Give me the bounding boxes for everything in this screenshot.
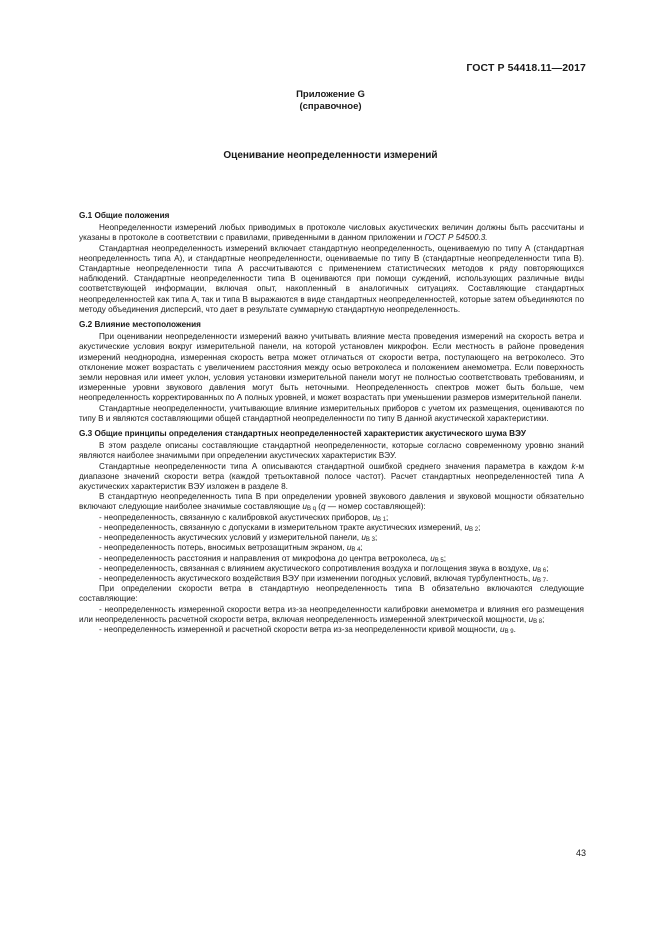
section-heading: G.2 Влияние местоположения: [79, 320, 201, 330]
annex-label: Приложение G: [296, 89, 365, 100]
standard-reference: ГОСТ Р 54500.3.: [424, 233, 488, 243]
page-number: 43: [575, 848, 586, 858]
list-item: - неопределенность измеренной и расчетной скорости ветра из-за неопределенности кривой мощности, $u_{B 9}$.: [79, 625, 584, 635]
paragraph: Стандартные неопределенности типа А описываются стандартной ошибкой среднего значения параметра в каждом k-м диапазоне значений скорости ветра (каждой третьоктавной полосе частот). Расчет стандартных неопределенностей типа А акустических характеристик ВЭУ изложен в разделе 8.: [79, 461, 584, 492]
list-item: - неопределенность расстояния и направления от микрофона до центра ветроколеса, $u_{B 5}$;: [79, 554, 584, 564]
paragraph: При оценивании неопределенности измерений важно учитывать влияние места проведения измерений на скорость ветра и акустические условия вокруг измерительной панели, на которой установлен микрофон. Если местность в районе проведения измерений неоднородна, измеренная скорость ветра может отличаться от скорости ветра, поступающего на ветроколесо. Это отклонение может возрастать с увеличением расстояния между осью ветроколеса и положением анемометра. Если поверхность земли неровная или имеет уклон, условия установки измерительной панели могут не полностью соответствовать требованиям, и измеренные уровни звукового давления могут быть неточными. Неопределенность спектров может быть больше, чем неопределенность корректированных по А полных уровней, и может возрастать при уменьшении размеров измерительной панели.: [79, 332, 584, 403]
list-item: - неопределенность, связанную с допусками в измерительном тракте акустических измерений, $u_{B 2}$;: [79, 523, 584, 533]
list-item: - неопределенность, связанную с калибровкой акустических приборов, $u_{B 1}$;: [79, 513, 584, 523]
annex-title: Оценивание неопределенности измерений: [223, 150, 438, 161]
list-item: - неопределенность акустического воздействия ВЭУ при изменении погодных условий, включая турбулентность, $u_{B 7}$.: [79, 574, 584, 584]
list-type-b-wind: [79, 605, 584, 636]
paragraph: При определении скорости ветра в стандартную неопределенность типа В обязательно включаются следующие составляющие:: [79, 584, 584, 604]
annex-header: [0, 89, 661, 113]
paragraph: В стандартную неопределенность типа В при определении уровней звукового давления и звуковой мощности обязательно включают следующие наиболее значимые составляющие $u_{B q}$ (q — номер составляющей):: [79, 492, 584, 513]
annex-type: (справочное): [299, 101, 362, 112]
document-body: [79, 211, 584, 635]
section-heading: G.3 Общие принципы определения стандартных неопределенностей характеристик акустического шума ВЭУ: [79, 429, 527, 439]
document-code: ГОСТ Р 54418.11—2017: [466, 62, 586, 74]
paragraph: В этом разделе описаны составляющие стандартной неопределенности, которые согласно современному уровню знаний являются наиболее значимыми при определении акустических характеристик ВЭУ.: [79, 441, 584, 461]
list-type-b-acoustic: [79, 513, 584, 584]
section-heading: G.1 Общие положения: [79, 211, 170, 220]
paragraph: Неопределенности измерений любых приводимых в протоколе числовых акустических величин должны быть рассчитаны и указаны в протоколе в соответствии с правилами, приведенными в данном приложении и ГОСТ Р 54500.3.: [79, 223, 584, 243]
paragraph: Стандартные неопределенности, учитывающие влияние измерительных приборов с учетом их размещения, оцениваются по типу В и являются составляющими общей стандартной неопределенности по типу В данной акустической характеристики.: [79, 403, 584, 423]
list-item: - неопределенность, связанная с влиянием акустического сопротивления воздуха и поглощения звука в воздухе, $u_{B 6}$;: [79, 564, 584, 574]
list-item: - неопределенность акустических условий у измерительной панели, $u_{B 3}$;: [79, 533, 584, 543]
paragraph: Стандартная неопределенность измерений включает стандартную неопределенность, оцениваемую по типу А (стандартная неопределенность типа А), и стандартные неопределенности, оцениваемые по типу В (стандартные неопределенности типа В). Стандартные неопределенности типа А рассчитываются с применением статистических методов к ряду повторяющихся наблюдений. Стандартные неопределенности типа В оцениваются при помощи суждений, использующих различные виды соответствующей информации, включая опыт, накопленный в аналогичных ситуациях. Составляющие стандартных неопределенностей как типа А, так и типа В выражаются в виде стандартных неопределенностей, которые затем объединяются по методу объединения дисперсий, что дает в результате суммарную стандартную неопределенность.: [79, 243, 584, 314]
list-item: - неопределенность потерь, вносимых ветрозащитным экраном, $u_{B 4}$;: [79, 543, 584, 553]
list-item: - неопределенность измеренной скорости ветра из-за неопределенности калибровки анемометра и влияния его размещения или неопределенность расчетной скорости ветра, включая неопределенность измеренной электрической мощности, $u_{B 8}$;: [79, 605, 584, 625]
